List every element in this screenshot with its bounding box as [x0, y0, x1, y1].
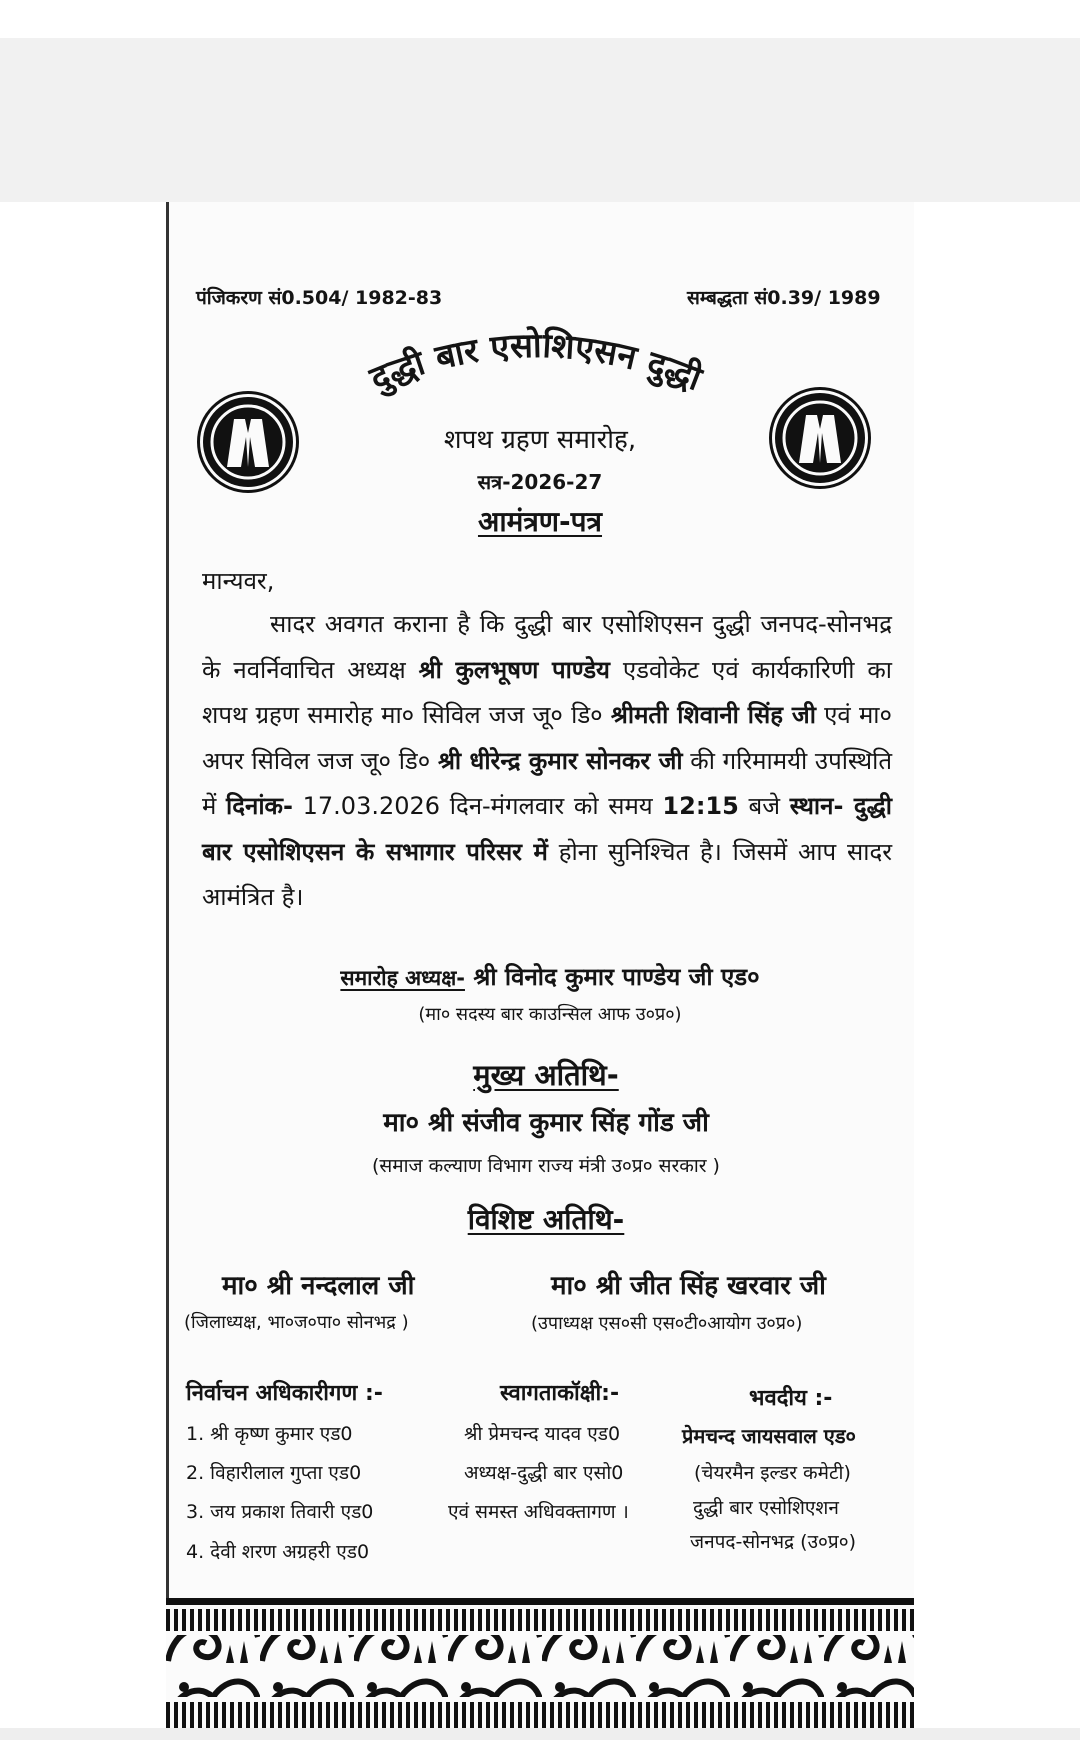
- ornamental-border: [166, 1598, 914, 1728]
- welcomer-item: अध्यक्ष-दुद्धी बार एसो0: [464, 1462, 624, 1484]
- chairperson-line: [176, 960, 914, 993]
- event-time: 12:15: [662, 792, 739, 820]
- sincerely-item: (चेयरमैन इल्डर कमेटी): [694, 1462, 851, 1484]
- special-guest-2-name: मा० श्री जीत सिंह खरवार जी: [551, 1271, 826, 1301]
- sincerely-item: प्रेमचन्द जायसवाल एड०: [682, 1424, 856, 1448]
- special-guests-heading: विशिष्ट अतिथि-: [467, 1203, 625, 1236]
- chairperson-designation: (मा० सदस्य बार काउन्सिल आफ उ०प्र०): [418, 1004, 682, 1025]
- president-name: श्री कुलभूषण पाण्डेय: [418, 655, 610, 684]
- top-gray-band: [0, 38, 1080, 202]
- election-officers-heading: निर्वाचन अधिकारीगण :-: [186, 1381, 383, 1406]
- chief-guest-designation: (समाज कल्याण विभाग राज्य मंत्री उ०प्र० सरकार ): [372, 1155, 720, 1177]
- election-officer-item: 1. श्री कृष्ण कुमार एड0: [186, 1423, 353, 1445]
- judge-2-name: श्री धीरेन्द्र कुमार सोनकर जी: [437, 746, 683, 775]
- invitation-paragraph: सादर अवगत कराना है कि दुद्धी बार एसोशिएसन दुद्धी जनपद-सोनभद्र के नवर्निवाचित अध्यक्ष श्री कुलभूषण पाण्डेय एडवोकेट एवं कार्यकारिणी का शपथ ग्रहण समारोह मा० सिविल जज जू० डि० श्रीमती शिवानी सिंह जी एवं मा० अपर सिविल जज जू० डि० श्री धीरेन्द्र कुमार सोनकर जी की गरिमामयी उपस्थिति में दिनांक- 17.03.2026 दिन-मंगलवार को समय 12:15 बजे स्थान- दुद्धी बार एसोशिएसन के सभागार परिसर में होना सुनिश्चित है। जिसमें आप सादर आमंत्रित है।: [202, 610, 893, 911]
- chief-guest-heading: मुख्य अतिथि-: [473, 1058, 619, 1092]
- election-officer-item: 4. देवी शरण अग्रहरी एड0: [186, 1541, 370, 1563]
- svg-text:दुद्धी बार एसोशिएसन दुद्धी: [364, 325, 709, 402]
- event-title: शपथ ग्रहण समारोह,: [443, 425, 637, 455]
- bottom-gray-band: [0, 1728, 1080, 1740]
- date-label: दिनांक-: [226, 792, 293, 820]
- special-guest-1-name: मा० श्री नन्दलाल जी: [222, 1271, 415, 1301]
- judge-1-name: श्रीमती शिवानी सिंह जी: [610, 701, 816, 729]
- special-guest-2-designation: (उपाध्यक्ष एस०सी एस०टी०आयोग उ०प्र०): [531, 1313, 803, 1334]
- sincerely-item: दुद्धी बार एसोशिएशन: [693, 1497, 839, 1519]
- session-label: सत्र-2026-27: [477, 470, 603, 494]
- association-name: दुद्धी बार एसोशिएसन दुद्धी: [364, 325, 707, 400]
- welcomer-item: एवं समस्त अधिवक्तागण ।: [448, 1501, 629, 1523]
- document-title: आमंत्रण-पत्र: [477, 505, 603, 538]
- chief-guest-name: मा० श्री संजीव कुमार सिंह गोंड जी: [383, 1108, 709, 1138]
- election-officer-item: 3. जय प्रकाश तिवारी एड0: [186, 1501, 374, 1523]
- registration-number: पंजिकरण सं0.504/ 1982-83: [196, 287, 443, 309]
- special-guest-1-designation: (जिलाध्यक्ष, भा०ज०पा० सोनभद्र ): [184, 1312, 409, 1333]
- event-date: 17.03.2026: [292, 792, 441, 820]
- event-venue: स्थान- दुद्धी बार एसोशिएसन के सभागार परिसर में: [202, 792, 892, 866]
- welcomer-item: श्री प्रेमचन्द यादव एड0: [464, 1423, 621, 1445]
- chairperson-name: श्री विनोद कुमार पाण्डेय जी एड०: [464, 963, 760, 991]
- sincerely-heading: भवदीय :-: [749, 1386, 833, 1411]
- chairperson-label: समारोह अध्यक्ष-: [340, 966, 465, 990]
- sincerely-item: जनपद-सोनभद्र (उ०प्र०): [690, 1531, 856, 1553]
- affiliation-number: सम्बद्धता सं0.39/ 1989: [687, 287, 881, 309]
- invitation-sheet: [166, 202, 914, 1728]
- election-officer-item: 2. विहारीलाल गुप्ता एड0: [186, 1462, 362, 1484]
- salutation: मान्यवर,: [202, 567, 275, 595]
- welcomers-heading: स्वागताकॉक्षी:-: [500, 1381, 620, 1406]
